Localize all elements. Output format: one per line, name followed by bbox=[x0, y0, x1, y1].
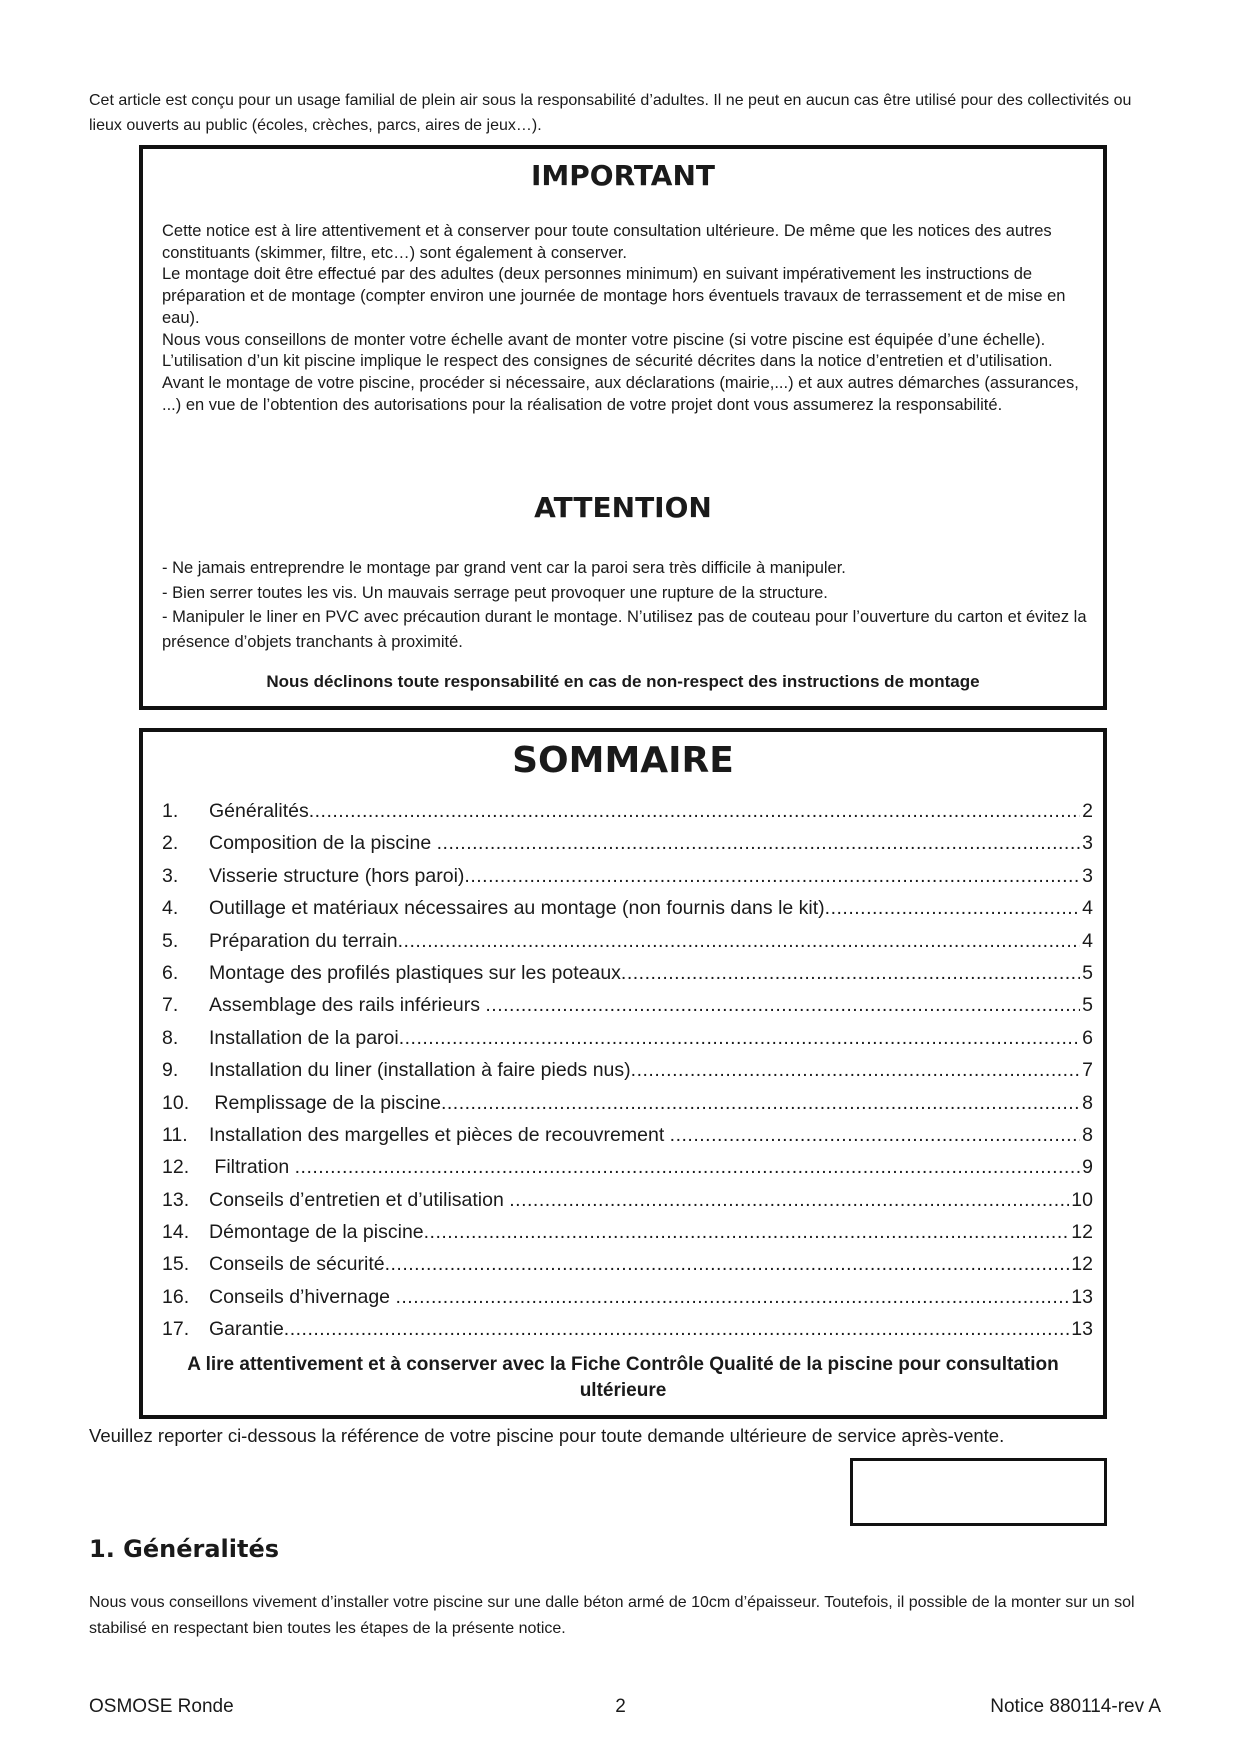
important-title: IMPORTANT bbox=[530, 159, 716, 192]
toc-entry[interactable] bbox=[162, 1281, 1093, 1313]
toc-entry[interactable] bbox=[162, 1313, 1093, 1345]
important-paragraph: Avant le montage de votre piscine, procéder si nécessaire, aux déclarations (mairie,...) et aux autres démarches (assurances, ...) en vue de l’obtention des autorisations pour la réalisation de votre projet dont vous assumerez la responsabilité. bbox=[162, 373, 1079, 414]
section-heading: 1. Généralités bbox=[89, 1535, 280, 1563]
toc-title: Installation du liner (installation à faire pieds nus) bbox=[209, 1059, 631, 1082]
toc-leader bbox=[631, 1054, 1080, 1086]
toc-entry[interactable] bbox=[162, 1151, 1093, 1183]
toc-leader bbox=[825, 892, 1080, 924]
toc-leader bbox=[395, 1281, 1069, 1313]
toc-page: 8 bbox=[1082, 1123, 1093, 1146]
toc-page: 6 bbox=[1082, 1026, 1093, 1049]
toc-page: 5 bbox=[1082, 994, 1093, 1017]
toc-number: 13. bbox=[162, 1188, 190, 1211]
footer-page-number: 2 bbox=[615, 1696, 626, 1717]
toc-entry[interactable] bbox=[162, 1022, 1093, 1054]
toc-entry[interactable] bbox=[162, 860, 1093, 892]
section-text: Nous vous conseillons vivement d’installer votre piscine sur une dalle béton armé de 10cm d’épaisseur. Toutefois, il possible de la monter sur un sol stabilisé en respectant bien toutes les étapes de la présente notice. bbox=[89, 1594, 1135, 1637]
toc-title: Généralités bbox=[209, 800, 309, 822]
important-paragraph: Cette notice est à lire attentivement et à conserver pour toute consultation ultérieure. De même que les notices des autres constituants (skimmer, filtre, etc…) sont également à conserver. bbox=[162, 222, 1052, 262]
toc-page: 4 bbox=[1082, 929, 1093, 952]
toc-number: 15. bbox=[162, 1253, 190, 1276]
toc-number: 12. bbox=[162, 1156, 190, 1179]
toc-entry[interactable] bbox=[162, 1087, 1093, 1119]
toc-title: Installation des margelles et pièces de recouvrement bbox=[209, 1123, 670, 1146]
important-box bbox=[139, 145, 1107, 710]
toc-number: 16. bbox=[162, 1285, 190, 1308]
toc-page: 12 bbox=[1071, 1253, 1093, 1276]
toc-number: 7. bbox=[162, 994, 179, 1017]
toc-page: 12 bbox=[1071, 1221, 1093, 1244]
sommaire-title: SOMMAIRE bbox=[512, 740, 734, 781]
toc-title: Remplissage de la piscine bbox=[209, 1091, 441, 1114]
toc-leader bbox=[464, 860, 1080, 892]
toc-number: 3. bbox=[162, 864, 179, 887]
important-paragraph: Nous vous conseillons de monter votre échelle avant de monter votre piscine (si votre piscine est équipée d’une échelle). L’utilisation d’un kit piscine implique le respect des consignes de sécurité décrites dans la notice d’entretien et d’utilisation. bbox=[162, 330, 1053, 371]
toc-page: 3 bbox=[1082, 864, 1093, 887]
toc-title: Visserie structure (hors paroi) bbox=[209, 864, 465, 887]
toc-entry[interactable] bbox=[162, 1216, 1093, 1248]
toc-number: 10. bbox=[162, 1091, 190, 1114]
important-text bbox=[162, 221, 1087, 416]
toc-leader bbox=[424, 1216, 1070, 1248]
toc-entry[interactable] bbox=[162, 989, 1093, 1021]
toc-title: Outillage et matériaux nécessaires au montage (non fournis dans le kit) bbox=[209, 897, 825, 920]
toc-leader bbox=[385, 1248, 1070, 1280]
toc-entry[interactable] bbox=[162, 1119, 1093, 1151]
toc-leader bbox=[621, 957, 1080, 989]
attention-title: ATTENTION bbox=[534, 491, 712, 524]
disclaimer-text: Nous déclinons toute responsabilité en cas de non-respect des instructions de montage bbox=[266, 672, 980, 691]
report-instruction: Veuillez reporter ci-dessous la référence de votre piscine pour toute demande ultérieure de service après-vente. bbox=[89, 1425, 1005, 1446]
toc-title: Conseils de sécurité bbox=[209, 1253, 385, 1276]
toc-leader bbox=[295, 1151, 1081, 1183]
sommaire-box bbox=[139, 728, 1107, 1419]
attention-item: - Manipuler le liner en PVC avec précaution durant le montage. N’utilisez pas de couteau pour l’ouverture du carton et évitez la présence d’objets tranchants à proximité. bbox=[162, 608, 1087, 651]
toc-title: Préparation du terrain bbox=[209, 929, 398, 952]
toc-number: 14. bbox=[162, 1221, 190, 1244]
toc-page: 7 bbox=[1082, 1059, 1093, 1082]
attention-text bbox=[162, 556, 1087, 654]
toc-title: Filtration bbox=[209, 1156, 295, 1179]
attention-item: - Bien serrer toutes les vis. Un mauvais serrage peut provoquer une rupture de la structure. bbox=[162, 583, 828, 602]
toc-leader bbox=[509, 1184, 1069, 1216]
toc-leader bbox=[441, 1087, 1080, 1119]
toc-number: 9. bbox=[162, 1059, 179, 1082]
toc-title: Conseils d’entretien et d’utilisation bbox=[209, 1188, 510, 1211]
toc-number: 4. bbox=[162, 897, 179, 920]
toc-page: 13 bbox=[1071, 1318, 1093, 1341]
toc-entry[interactable] bbox=[162, 925, 1093, 957]
toc-number: 8. bbox=[162, 1026, 179, 1049]
intro-text: Cet article est conçu pour un usage familial de plein air sous la responsabilité d’adultes. Il ne peut en aucun cas être utilisé pour des collectivités ou lieux ouverts au public (écoles, crèches, parcs, aires de jeux…). bbox=[89, 92, 1132, 134]
toc-title: Garantie bbox=[209, 1318, 284, 1341]
toc-page: 2 bbox=[1082, 800, 1093, 822]
toc-page: 3 bbox=[1082, 832, 1093, 855]
toc-leader bbox=[670, 1119, 1080, 1151]
toc-number: 17. bbox=[162, 1318, 190, 1341]
toc-leader bbox=[398, 925, 1081, 957]
toc-title: Assemblage des rails inférieurs bbox=[209, 994, 486, 1017]
toc-leader bbox=[309, 795, 1080, 827]
toc-number: 6. bbox=[162, 961, 179, 984]
toc-page: 5 bbox=[1082, 961, 1093, 984]
toc-title: Montage des profilés plastiques sur les poteaux bbox=[209, 961, 621, 984]
table-of-contents bbox=[162, 795, 1093, 1346]
toc-entry[interactable] bbox=[162, 827, 1093, 859]
toc-title: Composition de la piscine bbox=[209, 832, 437, 855]
sommaire-note: A lire attentivement et à conserver avec la Fiche Contrôle Qualité de la piscine pour consultation ultérieure bbox=[187, 1354, 1059, 1401]
toc-leader bbox=[437, 827, 1081, 859]
toc-page: 4 bbox=[1082, 897, 1093, 920]
toc-number: 11. bbox=[162, 1123, 188, 1146]
toc-title: Installation de la paroi bbox=[209, 1026, 399, 1049]
footer-notice-ref: Notice 880114-rev A bbox=[990, 1696, 1161, 1717]
attention-item: - Ne jamais entreprendre le montage par grand vent car la paroi sera très difficile à manipuler. bbox=[162, 559, 846, 577]
toc-leader bbox=[485, 989, 1080, 1021]
toc-leader bbox=[284, 1313, 1070, 1345]
toc-leader bbox=[399, 1022, 1080, 1054]
toc-page: 9 bbox=[1082, 1156, 1093, 1179]
toc-title: Conseils d’hivernage bbox=[209, 1285, 396, 1308]
toc-page: 13 bbox=[1071, 1285, 1093, 1308]
toc-number: 2. bbox=[162, 832, 179, 855]
toc-entry[interactable] bbox=[162, 1248, 1093, 1280]
toc-number: 5. bbox=[162, 929, 179, 952]
toc-entry[interactable] bbox=[162, 1184, 1093, 1216]
toc-page: 8 bbox=[1082, 1091, 1093, 1114]
toc-title: Démontage de la piscine bbox=[209, 1221, 424, 1244]
toc-page: 10 bbox=[1071, 1188, 1093, 1211]
reference-input-box[interactable] bbox=[850, 1458, 1107, 1526]
toc-entry[interactable] bbox=[162, 1054, 1093, 1086]
footer-product: OSMOSE Ronde bbox=[89, 1696, 234, 1717]
important-paragraph: Le montage doit être effectué par des adultes (deux personnes minimum) en suivant impérativement les instructions de préparation et de montage (compter environ une journée de montage hors éventuels travaux de terrassement et de mise en eau). bbox=[162, 265, 1066, 327]
toc-entry[interactable] bbox=[162, 795, 1093, 827]
toc-entry[interactable] bbox=[162, 957, 1093, 989]
toc-number: 1. bbox=[162, 800, 179, 822]
toc-entry[interactable] bbox=[162, 892, 1093, 924]
